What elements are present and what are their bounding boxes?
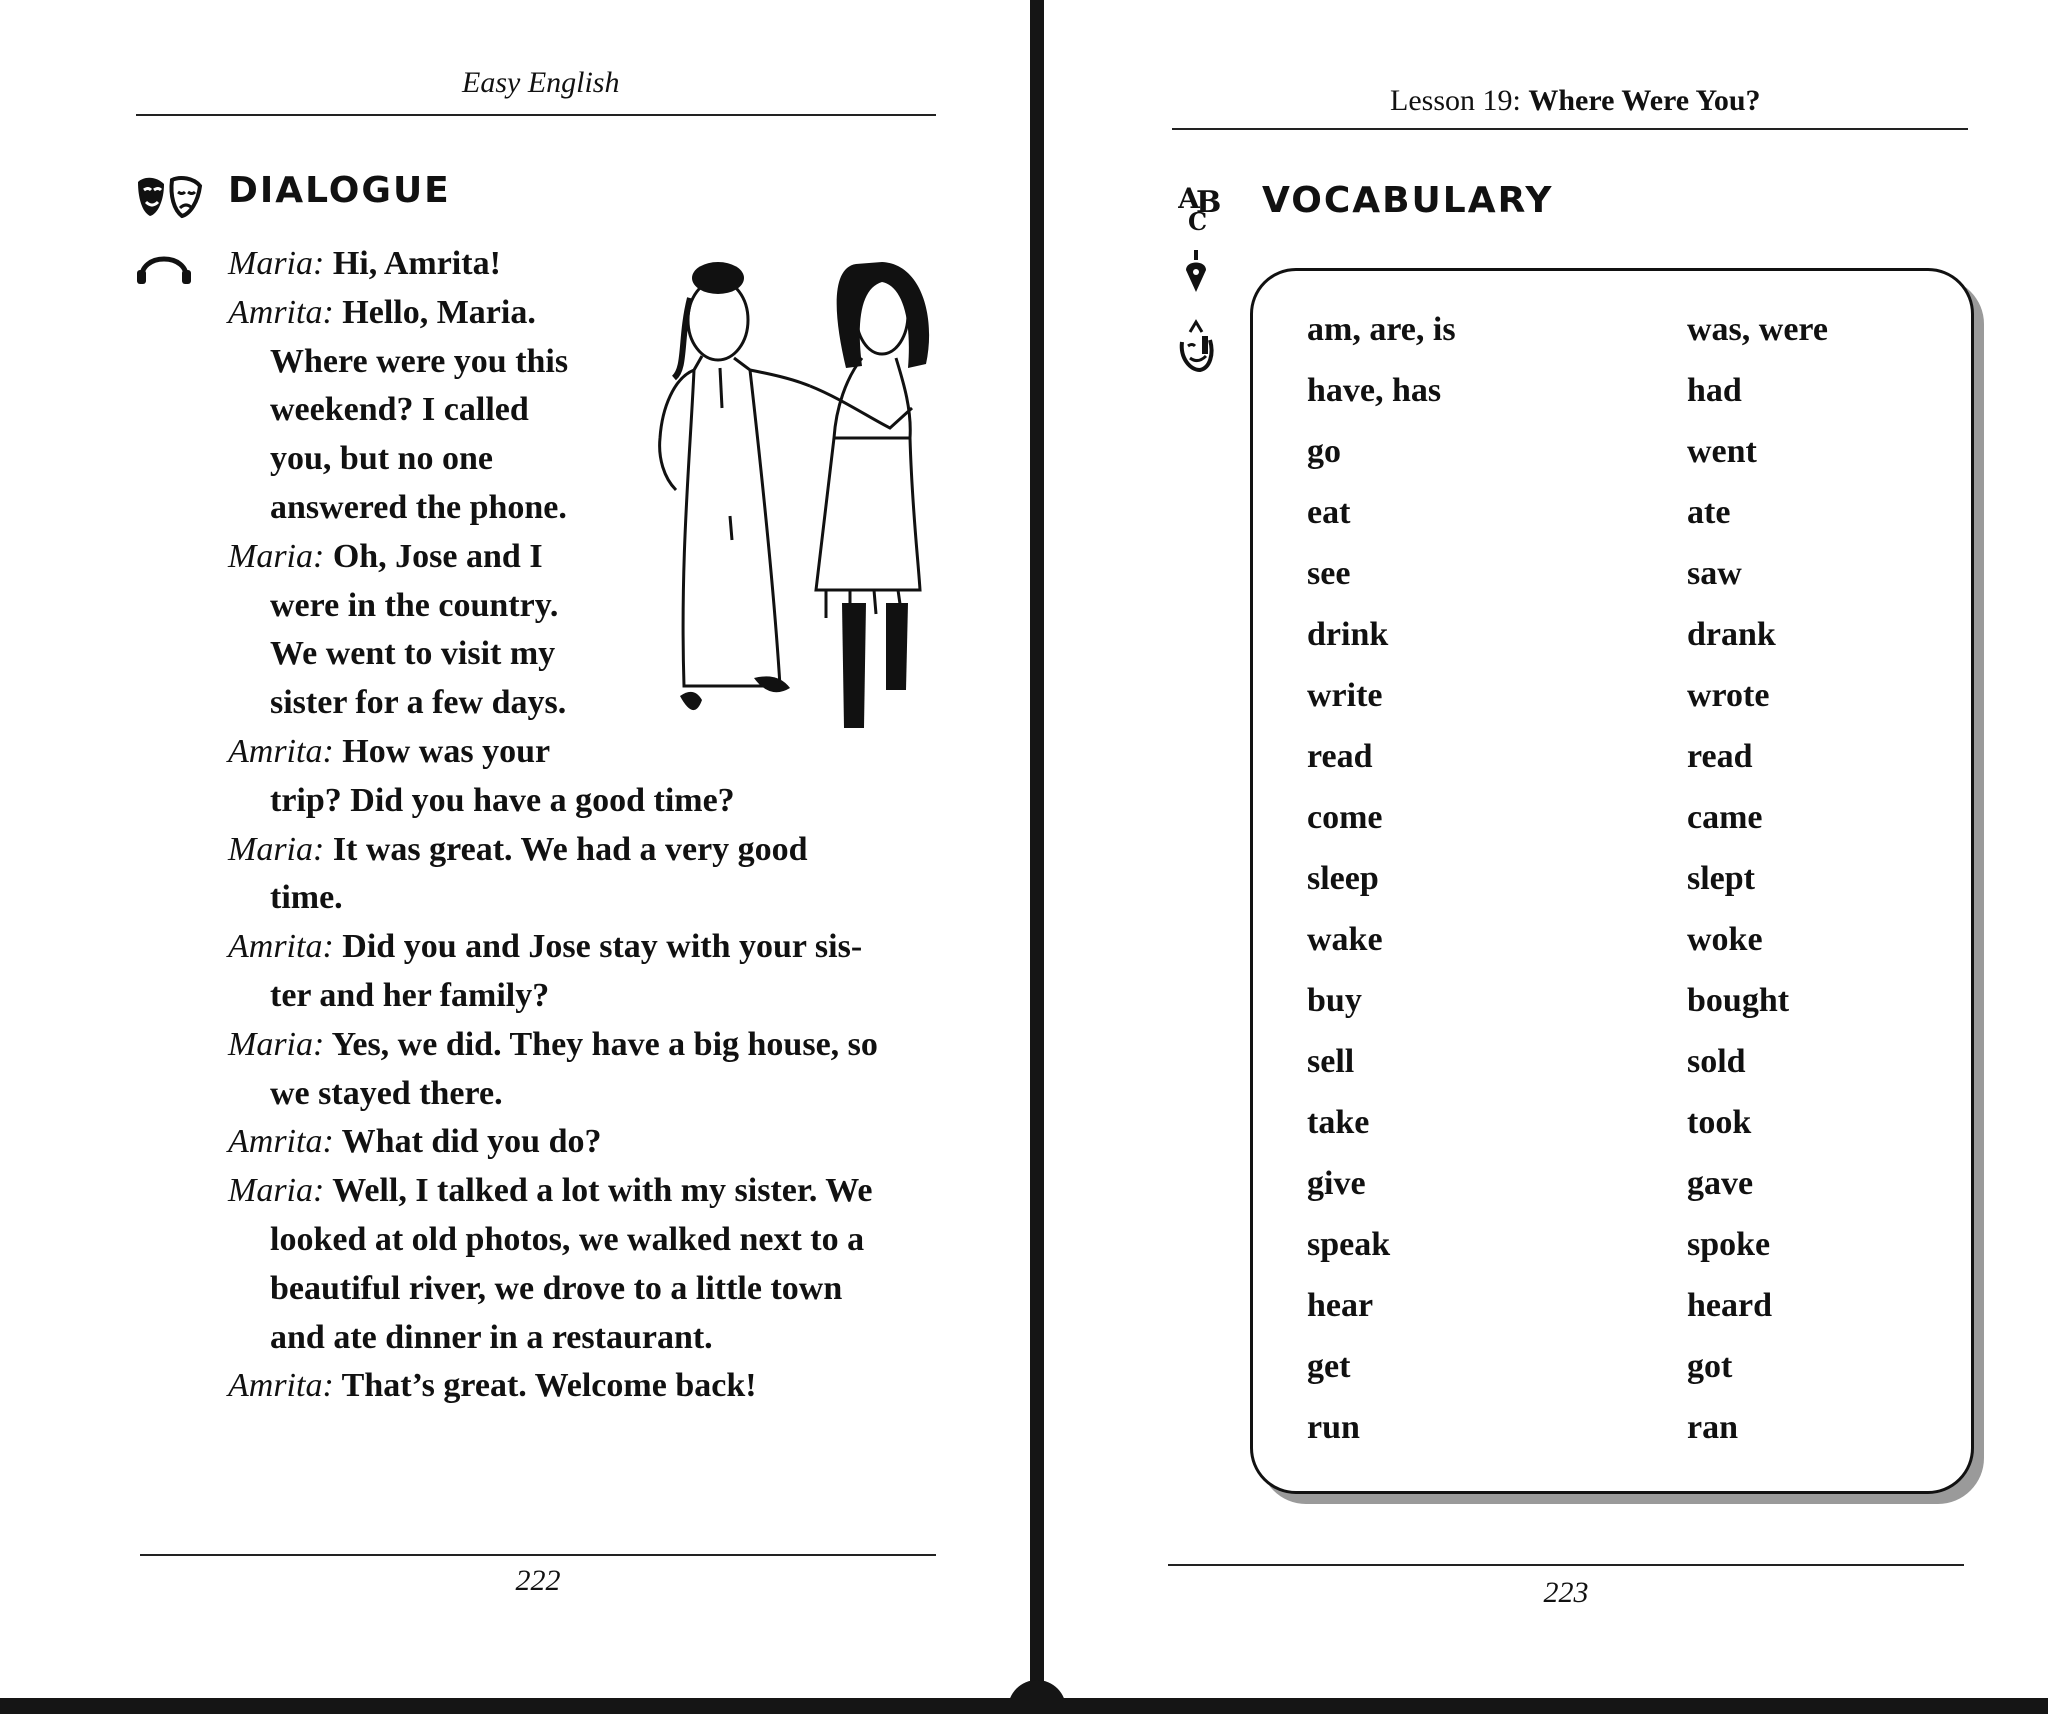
vocab-row	[1253, 1287, 1971, 1348]
running-head-right	[1390, 84, 1761, 118]
dialogue-line: ter and her family?	[270, 976, 550, 1014]
dialogue-line: Well, I talked a lot with my sister. We	[332, 1172, 873, 1210]
dialogue-line: we stayed there.	[270, 1074, 503, 1112]
dialogue-line: How was your	[342, 732, 551, 770]
vocab-row	[1253, 1348, 1971, 1409]
dialogue-turn	[228, 1118, 958, 1167]
woman-left-hair	[692, 262, 744, 294]
book-spine	[1030, 0, 1044, 1714]
speaker-name: Amrita:	[228, 1123, 334, 1161]
page-number-left: 222	[515, 1564, 561, 1597]
dialogue-line: looked at old photos, we walked next to a	[270, 1220, 865, 1258]
svg-text:B: B	[1196, 185, 1222, 220]
header-rule-right	[1172, 128, 1968, 130]
woman-right-figure	[810, 274, 920, 618]
dialogue-turn	[228, 1362, 958, 1411]
dialogue-line: Oh, Jose and I	[332, 537, 543, 575]
vocab-present: go	[1307, 433, 1341, 470]
dialogue-line: Where were you this	[270, 342, 569, 380]
vocab-present: write	[1307, 677, 1383, 714]
speaker-name: Amrita:	[228, 1367, 334, 1405]
dialogue-line: time.	[270, 879, 343, 917]
speaker-name: Maria:	[228, 537, 325, 575]
lesson-title: Where Were You?	[1528, 84, 1761, 117]
vocab-row	[1253, 1043, 1971, 1104]
dialogue-turn	[228, 1167, 958, 1362]
vocab-row	[1253, 1226, 1971, 1287]
vocab-past: went	[1687, 433, 1757, 470]
dialogue-line: answered the phone.	[270, 488, 567, 526]
vocab-row	[1253, 677, 1971, 738]
vocab-present: give	[1307, 1165, 1366, 1202]
vocab-row	[1253, 860, 1971, 921]
vocab-present: get	[1307, 1348, 1351, 1385]
vocab-present: speak	[1307, 1226, 1391, 1263]
vocab-past: was, were	[1687, 311, 1828, 348]
speaker-name: Amrita:	[228, 928, 334, 966]
vocab-present: eat	[1307, 494, 1351, 531]
woman-right-boot	[842, 603, 866, 728]
two-women-illustration	[650, 258, 960, 738]
vocab-past: woke	[1687, 921, 1763, 958]
vocab-past: saw	[1687, 555, 1742, 592]
dialogue-line: Hello, Maria.	[342, 293, 536, 331]
vocab-row	[1253, 982, 1971, 1043]
vocab-row	[1253, 1409, 1971, 1470]
vocab-present: drink	[1307, 616, 1389, 653]
dialogue-turn	[228, 923, 958, 1021]
speaker-name: Maria:	[228, 830, 325, 868]
dialogue-turn	[228, 728, 958, 826]
woman-left-figure	[660, 280, 810, 686]
vocab-present: read	[1307, 738, 1373, 775]
speaker-name: Maria:	[228, 1025, 325, 1063]
vocab-past: slept	[1687, 860, 1755, 897]
vocab-present: sell	[1307, 1043, 1355, 1080]
woman-right-boot	[886, 603, 908, 690]
dialogue-line: What did you do?	[341, 1123, 602, 1161]
dialogue-line: That’s great. Welcome back!	[341, 1367, 757, 1405]
vocabulary-box	[1250, 268, 1974, 1494]
vocab-present: hear	[1307, 1287, 1374, 1324]
speaker-name: Amrita:	[228, 732, 334, 770]
dialogue-line: sister for a few days.	[270, 684, 567, 722]
vocab-past: read	[1687, 738, 1753, 775]
vocab-row	[1253, 433, 1971, 494]
dialogue-line: Did you and Jose stay with your sis-	[342, 928, 863, 966]
speaker-name: Amrita:	[228, 293, 334, 331]
vocab-past: heard	[1687, 1287, 1772, 1324]
speaker-name: Maria:	[228, 1172, 325, 1210]
masks-icon	[134, 172, 206, 220]
vocab-present: take	[1307, 1104, 1370, 1141]
footer-rule-left	[140, 1554, 936, 1556]
vocab-past: ate	[1687, 494, 1731, 531]
dialogue-line: beautiful river, we drove to a little town	[270, 1269, 843, 1307]
svg-text:C: C	[1188, 207, 1208, 232]
vocab-past: sold	[1687, 1043, 1746, 1080]
dialogue-line: Yes, we did. They have a big house, so	[331, 1025, 878, 1063]
vocab-row	[1253, 311, 1971, 372]
dialogue-line: We went to visit my	[270, 635, 556, 673]
dialogue-turn	[228, 1021, 958, 1119]
speaker-name: Maria:	[228, 245, 325, 282]
vocab-past: drank	[1687, 616, 1776, 653]
vocab-past: spoke	[1687, 1226, 1771, 1263]
vocab-past: ran	[1687, 1409, 1738, 1446]
vocab-present: have, has	[1307, 372, 1442, 409]
vocab-present: run	[1307, 1409, 1360, 1446]
pen-nib-icon	[1180, 248, 1212, 296]
vocab-past: came	[1687, 799, 1763, 836]
vocab-row	[1253, 616, 1971, 677]
vocab-present: buy	[1307, 982, 1362, 1019]
header-rule-left	[136, 114, 936, 116]
vocab-row	[1253, 555, 1971, 616]
vocab-row	[1253, 799, 1971, 860]
vocab-row	[1253, 1104, 1971, 1165]
vocab-past: wrote	[1687, 677, 1770, 714]
dialogue-line: trip? Did you have a good time?	[270, 781, 735, 819]
vocab-row	[1253, 494, 1971, 555]
vocab-row	[1253, 738, 1971, 799]
svg-text:A: A	[1178, 182, 1200, 215]
vocab-present: come	[1307, 799, 1383, 836]
dialogue-line: Hi, Amrita!	[332, 245, 501, 282]
dialogue-line: It was great. We had a very good	[332, 830, 808, 868]
woman-right-hair	[837, 262, 929, 368]
vocab-row	[1253, 921, 1971, 982]
vocab-row	[1253, 1165, 1971, 1226]
vocab-present: wake	[1307, 921, 1383, 958]
vocab-past: gave	[1687, 1165, 1754, 1202]
vocab-present: see	[1307, 555, 1351, 592]
dialogue-turn	[228, 826, 958, 924]
dialogue-line: and ate dinner in a restaurant.	[270, 1318, 713, 1356]
vocab-past: had	[1687, 372, 1742, 409]
face-icon	[1176, 318, 1216, 372]
section-title-vocabulary: VOCABULARY	[1262, 180, 1554, 221]
dialogue-line: were in the country.	[270, 586, 559, 624]
lesson-number: Lesson 19:	[1390, 84, 1529, 117]
vocab-row	[1253, 372, 1971, 433]
vocab-past: got	[1687, 1348, 1733, 1385]
vocab-past: bought	[1687, 982, 1790, 1019]
dialogue-line: you, but no one	[270, 440, 493, 478]
vocab-present: sleep	[1307, 860, 1379, 897]
section-title-dialogue: DIALOGUE	[228, 170, 451, 211]
footer-rule-right	[1168, 1564, 1964, 1566]
vocab-past: took	[1687, 1104, 1752, 1141]
page-bottom-edge	[0, 1698, 2048, 1714]
abc-letters-icon	[1178, 180, 1228, 232]
dialogue-line: weekend? I called	[270, 391, 529, 429]
vocab-present: am, are, is	[1307, 311, 1456, 348]
woman-left-shoe	[754, 676, 790, 692]
woman-left-shoe	[680, 692, 702, 710]
page-number-right: 223	[1543, 1576, 1589, 1609]
running-head-left: Easy English	[462, 66, 620, 99]
headphones-icon	[134, 244, 194, 284]
